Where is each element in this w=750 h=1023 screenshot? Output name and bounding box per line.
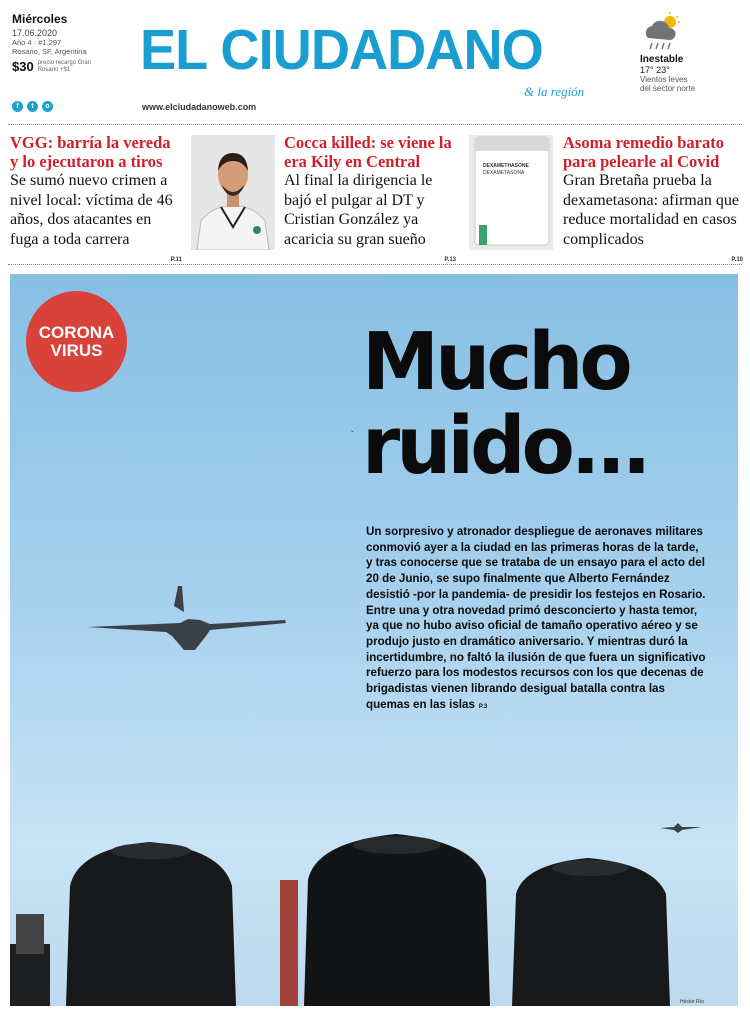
distant-aircraft-icon	[660, 823, 702, 833]
weather-condition: Inestable	[640, 54, 684, 65]
divider-top	[8, 124, 742, 125]
masthead-tagline: & la región	[524, 84, 585, 99]
teaser-football[interactable]	[284, 133, 456, 263]
badge-line-1: CORONA	[38, 322, 115, 342]
lede-page: P.3	[478, 703, 488, 710]
edition-location: Rosario, SF, Argentina	[12, 47, 87, 56]
weather-wind-2: del sector norte	[640, 84, 696, 93]
facebook-icon[interactable]: f	[12, 101, 23, 112]
teaser-page: P.13	[444, 257, 456, 263]
edition-date: 17.06.2020	[12, 28, 58, 38]
teaser-crime[interactable]	[10, 133, 182, 263]
medicine-photo	[469, 135, 553, 250]
price-row	[12, 59, 132, 74]
lede-paragraph	[366, 524, 708, 715]
coach-photo	[191, 135, 275, 250]
masthead-logo: EL CIUDADANO	[140, 18, 543, 82]
lede-text: Un sorpresivo y atronador despliegue de aeronaves militares conmovió ayer a la ciudad en las primeras horas de la tarde, y tras conocerse que se trataba de un ensayo para el acto del 20 de Junio, se supo finalmente que Alberto Fernández desistió -por la pandemia- de presidir los festejos en Rosario. Entre una y otra novedad primó desconcierto y hasta temor, ya que no hubo aviso oficial de tamaño operativo aéreo y se produjo justo en dramático aniversario. Y mientras duró la incertidumbre, no faltó la ilusión de que fuera un significativo refuerzo para los modestos recursos con los que decenas de brigadistas vienen librando desigual batalla contra las quemas en las islas	[366, 525, 706, 711]
website-link[interactable]: www.elciudadanoweb.com	[142, 102, 257, 112]
weather-box	[640, 12, 740, 93]
edition-price: $30	[12, 59, 34, 74]
edition-info	[12, 12, 132, 74]
photo-credit: Héctor Río	[680, 999, 704, 1005]
teaser-headline: Asoma remedio barato para pelearle al Covid	[563, 133, 725, 171]
instagram-icon[interactable]: o	[42, 101, 53, 112]
twitter-icon[interactable]: t	[27, 101, 38, 112]
teaser-page: P.11	[170, 257, 182, 263]
headline-line-1: Mucho	[362, 316, 629, 408]
edition-day: Miércoles	[12, 12, 68, 26]
medicine-label-2: DEXAMETASONA	[483, 170, 525, 176]
teaser-body: Gran Bretaña prueba la dexametasona: afirman que reduce mortalidad en casos complicados	[563, 172, 739, 248]
coronavirus-badge	[26, 291, 127, 392]
divider-middle	[8, 264, 742, 265]
cloud-rain-sun-icon	[640, 12, 684, 52]
bird-icon: ⌄	[350, 428, 356, 434]
social-links	[12, 101, 53, 112]
edition-issue: Año 4 · #1.297	[12, 38, 62, 47]
teaser-body: Se sumó nuevo crimen a nivel local: víctima de 46 años, dos atacantes en fuga a toda carrera	[10, 172, 173, 248]
water-tanks	[10, 834, 670, 1006]
medicine-label-1: DEXAMETHASONE	[483, 163, 529, 169]
price-note: precio recargo Gran Rosario +$1	[37, 59, 92, 73]
main-headline	[362, 316, 725, 492]
teaser-headline: Cocca killed: se viene la era Kily en Central	[284, 133, 452, 171]
weather-temps: 17° 23°	[640, 65, 670, 75]
headline-line-2: ruido...	[362, 400, 648, 492]
teaser-headline: VGG: barría la vereda y lo ejecutaron a tiros	[10, 133, 171, 171]
weather-wind-1: Vientos leves	[640, 75, 688, 84]
teaser-covid[interactable]	[563, 133, 743, 263]
teaser-body: Al final la dirigencia le bajó el pulgar al DT y Cristian González ya acaricia su gran sueño	[284, 172, 433, 248]
teaser-page: P.10	[731, 257, 743, 263]
aircraft-icon	[88, 586, 286, 650]
badge-line-2: VIRUS	[50, 340, 103, 360]
